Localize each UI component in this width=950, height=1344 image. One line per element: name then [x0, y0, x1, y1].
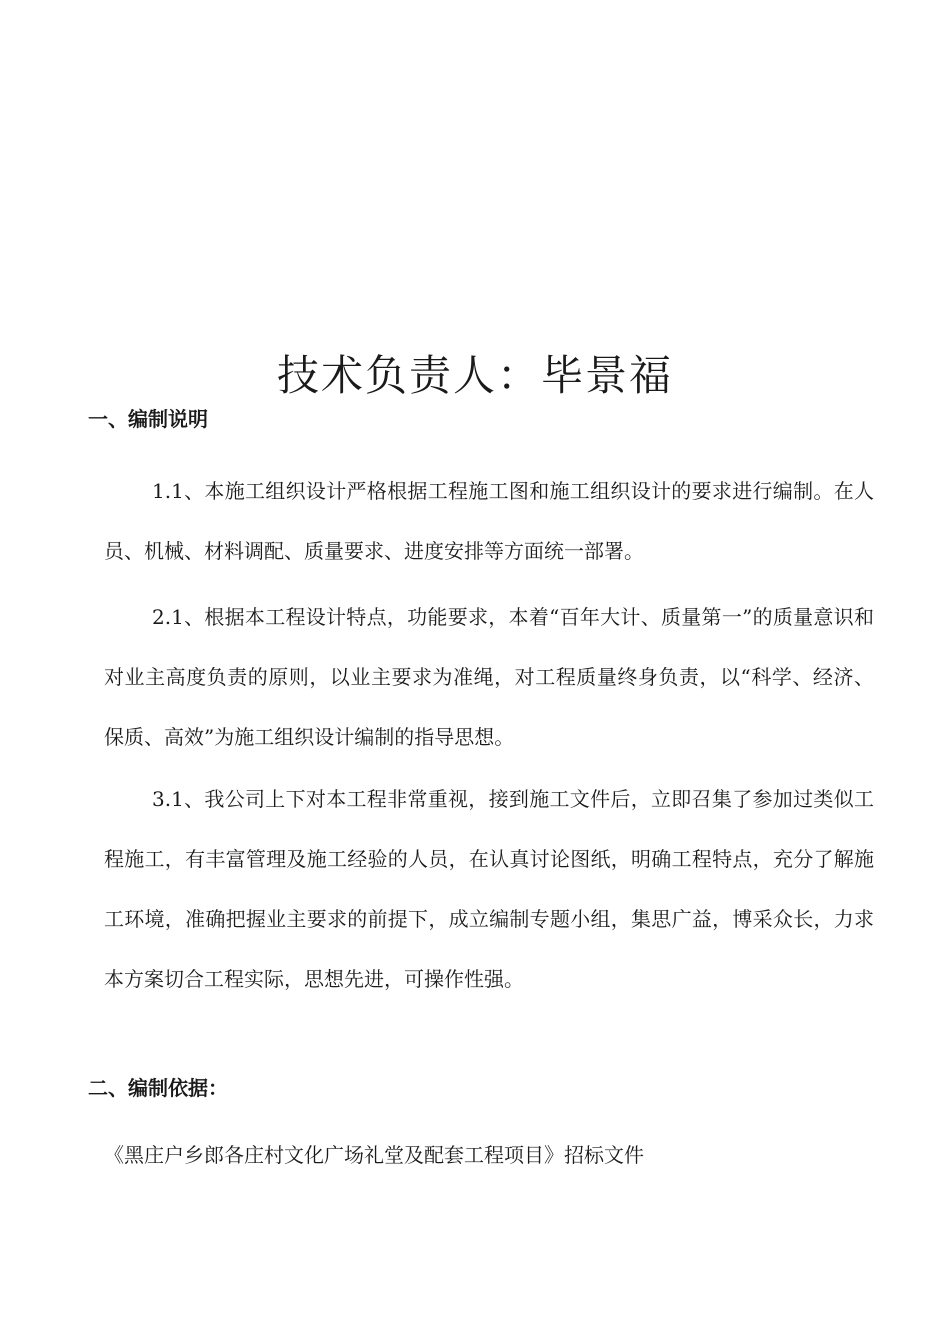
section-heading-compilation-basis: 二、编制依据： [88, 1076, 228, 1100]
paragraph-2-1: 2.1、根据本工程设计特点，功能要求，本着“百年大计、质量第一”的质量意识和对业主高度负责的原则，以业主要求为准绳，对工程质量终身负责，以“科学、经济、保质、高效”为施工组织设计编制的指导思想。 [104, 605, 874, 749]
basis-document-reference: 《黑庄户乡郎各庄村文化广场礼堂及配套工程项目》招标文件 [104, 1143, 644, 1167]
page-title: 技术负责人：毕景福 [276, 351, 673, 401]
section-heading-compilation-notes: 一、编制说明 [88, 407, 208, 431]
paragraph-1-1: 1.1、本施工组织设计严格根据工程施工图和施工组织设计的要求进行编制。在人员、机械、材料调配、质量要求、进度安排等方面统一部署。 [104, 479, 874, 563]
paragraph-3-1: 3.1、我公司上下对本工程非常重视，接到施工文件后，立即召集了参加过类似工程施工，有丰富管理及施工经验的人员，在认真讨论图纸，明确工程特点，充分了解施工环境，准确把握业主要求的前提下，成立编制专题小组，集思广益，博采众长，力求本方案切合工程实际，思想先进，可操作性强。 [104, 787, 874, 991]
